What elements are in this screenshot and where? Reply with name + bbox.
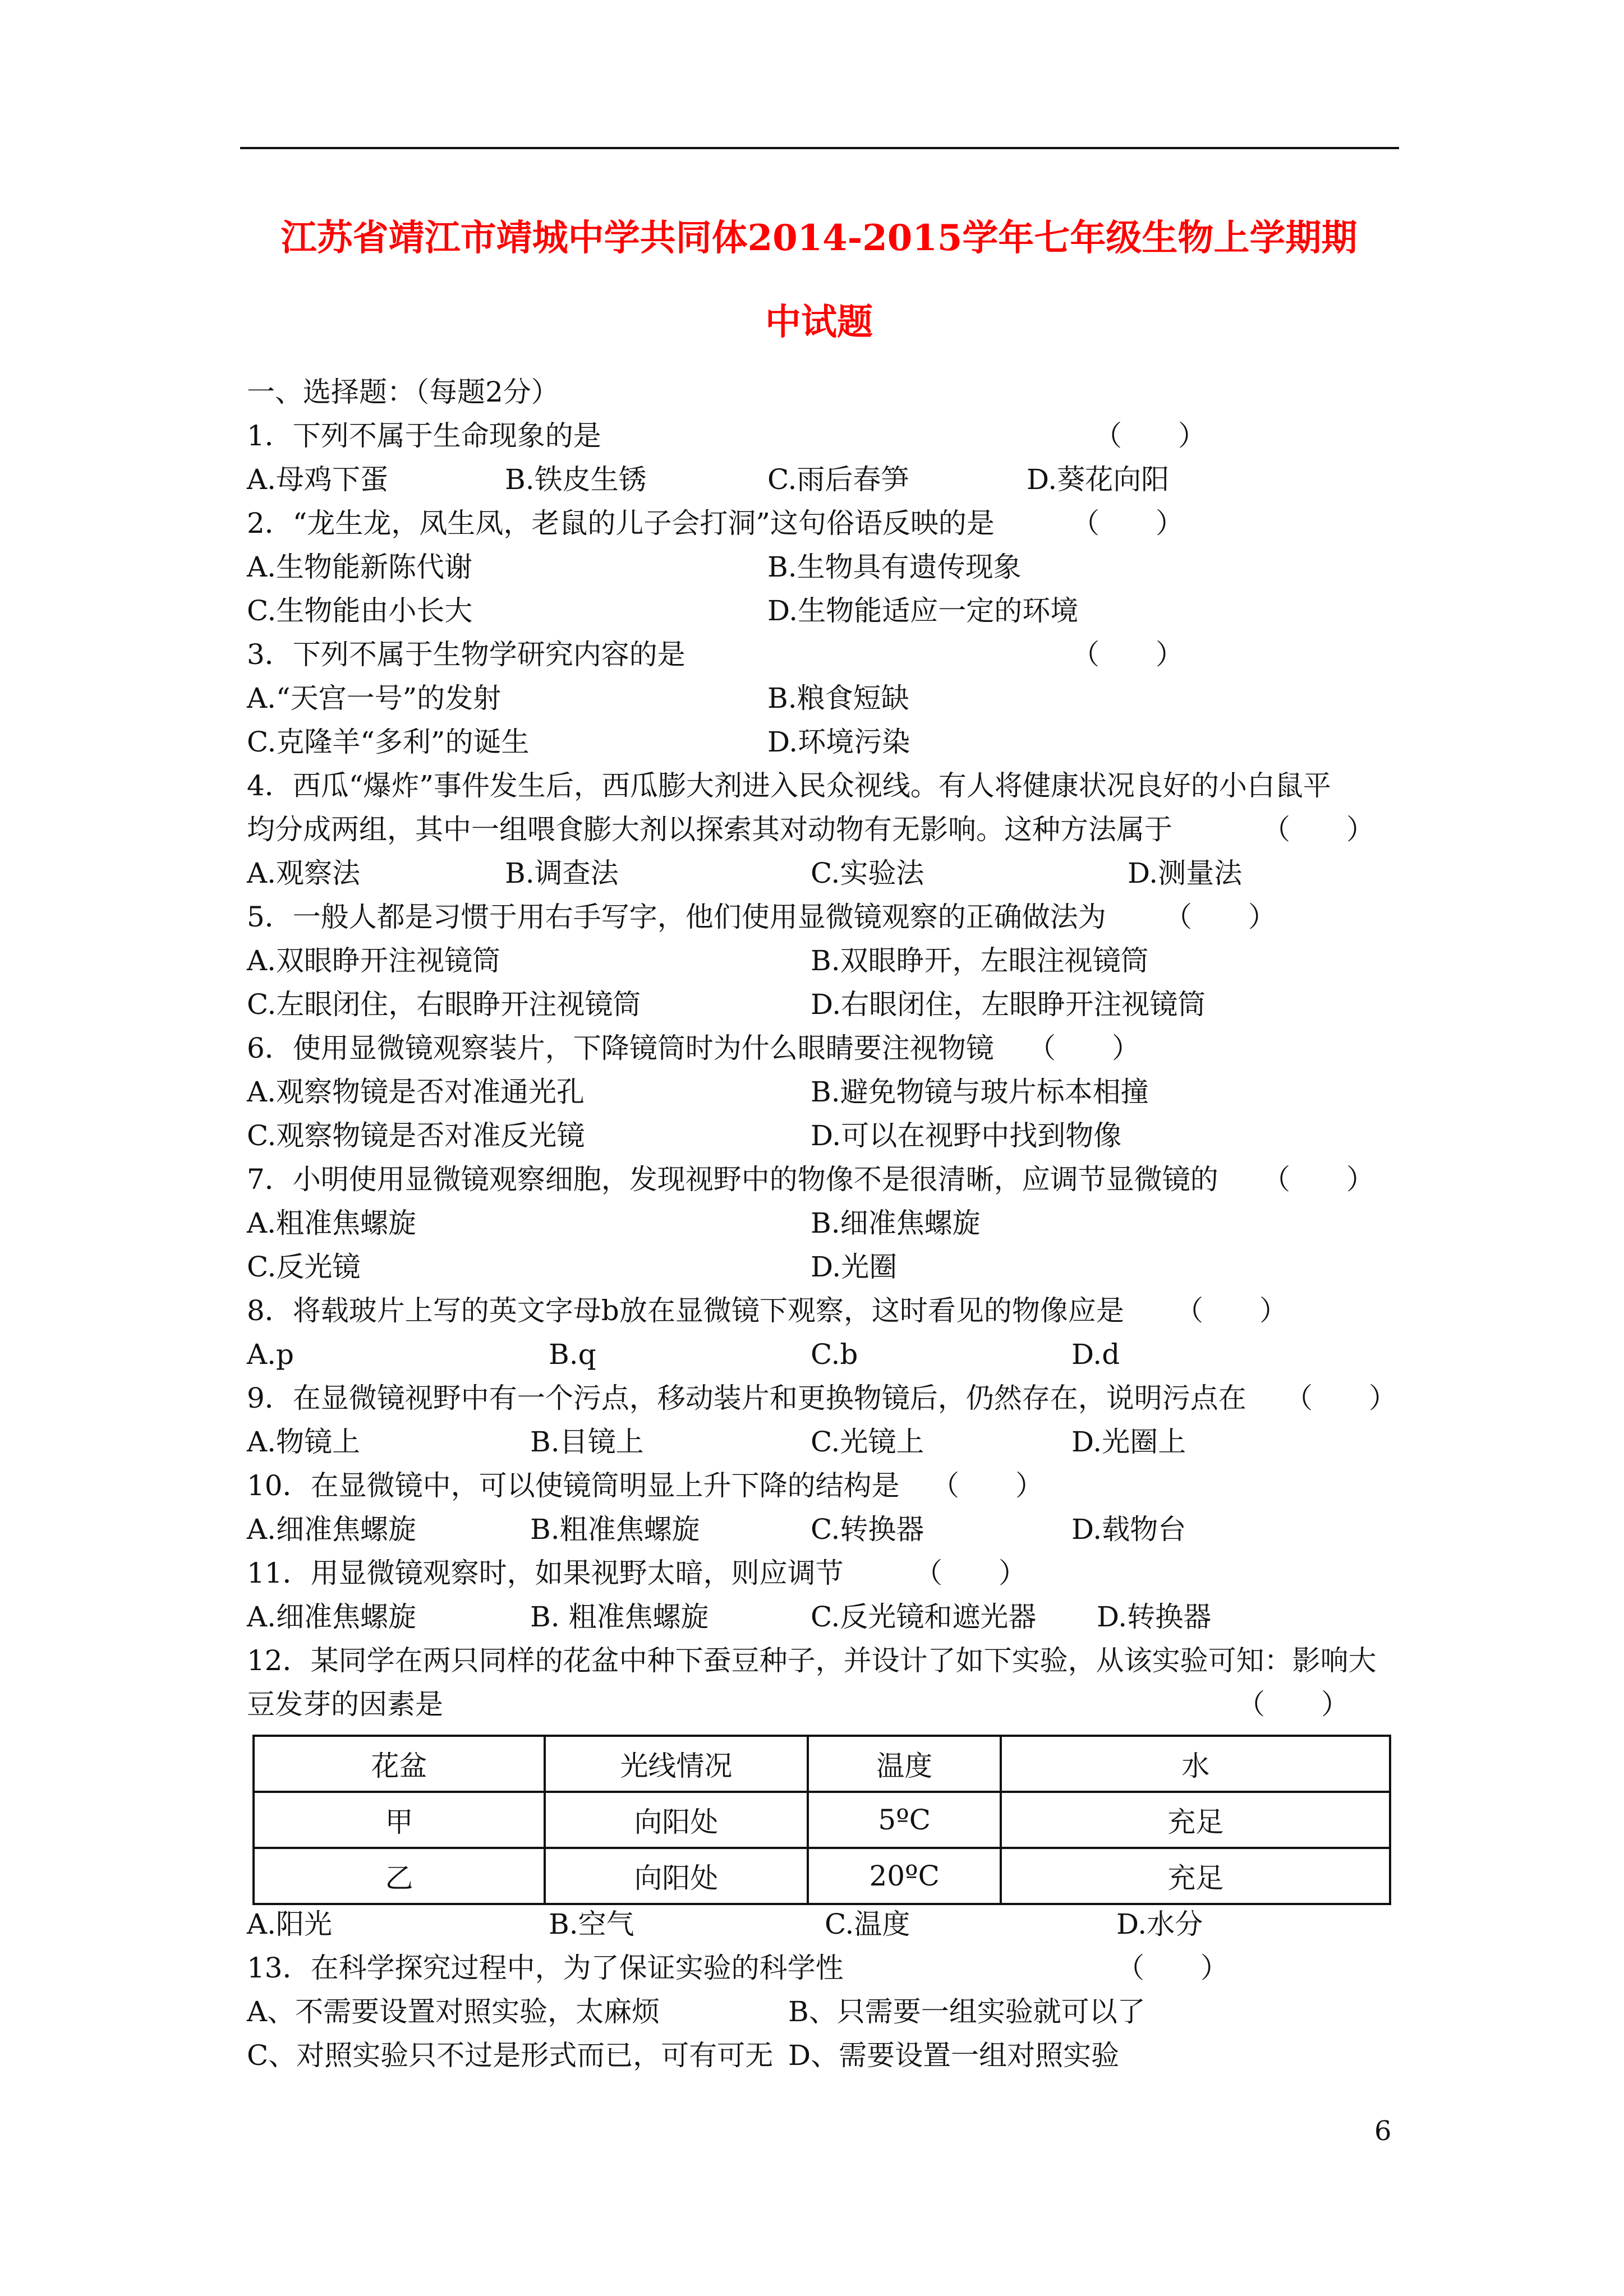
table-cell: 5ºC (808, 1792, 1001, 1848)
option-d: D、需要设置一组对照实验 (788, 2039, 1120, 2072)
table-header: 光线情况 (545, 1736, 808, 1792)
answer-blank: （ ） (914, 1557, 1027, 1589)
answer-blank: （ ） (1175, 1294, 1287, 1327)
question-stem: 11．用显微镜观察时，如果视野太暗，则应调节 (247, 1557, 844, 1589)
question-stem: 4．西瓜“爆炸”事件发生后，西瓜膨大剂进入民众视线。有人将健康状况良好的小白鼠平 (247, 769, 1331, 802)
table-cell: 20ºC (808, 1848, 1001, 1904)
table-cell: 向阳处 (545, 1848, 808, 1904)
option-a: A.生物能新陈代谢 (247, 551, 473, 583)
option-b: B. 粗准焦螺旋 (530, 1601, 709, 1633)
question-stem: 3．下列不属于生物学研究内容的是 (247, 638, 686, 671)
option-a: A、不需要设置对照实验，太麻烦 (247, 1995, 660, 2028)
question-stem-cont: 均分成两组，其中一组喂食膨大剂以探索其对动物有无影响。这种方法属于 (247, 813, 1172, 846)
table-row (254, 1848, 1390, 1904)
option-d: D.可以在视野中找到物像 (811, 1119, 1122, 1152)
answer-blank: （ ） (1116, 1952, 1229, 1984)
question-stem: 2．“龙生龙，凤生凤，老鼠的儿子会打洞”这句俗语反映的是 (247, 507, 995, 540)
answer-blank: （ ） (1237, 1688, 1349, 1721)
option-d: D.环境污染 (767, 726, 910, 758)
experiment-table (252, 1735, 1391, 1905)
question-stem: 10．在显微镜中，可以使镜筒明显上升下降的结构是 (247, 1469, 900, 1502)
option-a: A.双眼睁开注视镜筒 (247, 944, 501, 977)
section-heading: 一、选择题：（每题2分） (247, 376, 559, 408)
option-a: A.观察法 (247, 857, 361, 889)
option-b: B.粮食短缺 (767, 682, 909, 714)
question-stem: 6．使用显微镜观察装片，下降镜筒时为什么眼睛要注视物镜 (247, 1032, 994, 1064)
option-d: D.生物能适应一定的环境 (767, 594, 1079, 627)
option-c: C.反光镜 (247, 1251, 361, 1283)
option-c: C.观察物镜是否对准反光镜 (247, 1119, 585, 1152)
option-c: C.左眼闭住，右眼睁开注视镜筒 (247, 988, 641, 1021)
answer-blank: （ ） (1262, 1163, 1374, 1196)
question-stem: 12．某同学在两只同样的花盆中种下蚕豆种子，并设计了如下实验，从该实验可知：影响大 (247, 1644, 1377, 1677)
option-a: A.细准焦螺旋 (247, 1513, 417, 1546)
option-d: D.水分 (1116, 1908, 1203, 1940)
table-cell: 乙 (254, 1848, 545, 1904)
option-b: B.目镜上 (530, 1426, 644, 1458)
option-d: D.光圈 (811, 1251, 898, 1283)
page-title: 江苏省靖江市靖城中学共同体2014-2015学年七年级生物上学期期 (280, 217, 1358, 259)
table-cell: 充足 (1001, 1792, 1390, 1848)
table-header: 温度 (808, 1736, 1001, 1792)
table-cell: 甲 (254, 1792, 545, 1848)
option-b: B.调查法 (505, 857, 619, 889)
option-d: D.测量法 (1128, 857, 1243, 889)
table-row (254, 1792, 1390, 1848)
option-b: B、只需要一组实验就可以了 (788, 1995, 1145, 2028)
question-stem: 8．将载玻片上写的英文字母b放在显微镜下观察，这时看见的物像应是 (247, 1294, 1124, 1327)
option-c: C.b (811, 1338, 858, 1371)
page-number: 6 (1374, 2115, 1392, 2147)
option-c: C.实验法 (811, 857, 924, 889)
answer-blank: （ ） (1262, 813, 1374, 846)
question-stem: 9．在显微镜视野中有一个污点，移动装片和更换物镜后，仍然存在，说明污点在 (247, 1382, 1246, 1414)
option-a: A.粗准焦螺旋 (247, 1207, 417, 1239)
answer-blank: （ ） (931, 1469, 1043, 1502)
table-header: 水 (1001, 1736, 1390, 1792)
option-c: C.反光镜和遮光器 (811, 1601, 1037, 1633)
table-cell: 充足 (1001, 1848, 1390, 1904)
answer-blank: （ ） (1028, 1032, 1140, 1064)
option-c: C.雨后春笋 (767, 463, 909, 496)
header-rule (240, 147, 1399, 149)
option-d: D.载物台 (1071, 1513, 1186, 1546)
answer-blank: （ ） (1071, 638, 1184, 671)
page-title-line2: 中试题 (765, 301, 873, 343)
option-a: A.细准焦螺旋 (247, 1601, 417, 1633)
table-header: 花盆 (254, 1736, 545, 1792)
option-b: B.q (549, 1338, 596, 1371)
option-a: A.阳光 (247, 1908, 333, 1940)
option-d: D.葵花向阳 (1027, 463, 1170, 496)
option-b: B.空气 (549, 1908, 634, 1940)
option-b: B.生物具有遗传现象 (767, 551, 1022, 583)
option-c: C、对照实验只不过是形式而已，可有可无 (247, 2039, 774, 2072)
option-b: B.避免物镜与玻片标本相撞 (811, 1076, 1149, 1108)
option-a: A.观察物镜是否对准通光孔 (247, 1076, 585, 1108)
answer-blank: （ ） (1164, 901, 1276, 933)
option-b: B.双眼睁开，左眼注视镜筒 (811, 944, 1149, 977)
table-cell: 向阳处 (545, 1792, 808, 1848)
answer-blank: （ ） (1071, 507, 1184, 540)
question-stem-cont: 豆发芽的因素是 (247, 1688, 443, 1721)
option-a: A.母鸡下蛋 (247, 463, 389, 496)
answer-blank: （ ） (1094, 419, 1206, 452)
option-c: C.温度 (825, 1908, 910, 1940)
question-stem: 5．一般人都是习惯于用右手写字，他们使用显微镜观察的正确做法为 (247, 901, 1106, 933)
option-c: C.转换器 (811, 1513, 924, 1546)
option-d: D.光圈上 (1071, 1426, 1186, 1458)
option-d: D.d (1071, 1338, 1120, 1371)
option-a: A.“天宫一号”的发射 (247, 682, 502, 714)
option-b: B.细准焦螺旋 (811, 1207, 981, 1239)
option-a: A.p (247, 1338, 295, 1371)
option-c: C.生物能由小长大 (247, 594, 473, 627)
question-stem: 1．下列不属于生命现象的是 (247, 419, 601, 452)
answer-blank: （ ） (1285, 1382, 1397, 1414)
option-b: B.粗准焦螺旋 (530, 1513, 700, 1546)
option-c: C.克隆羊“多利”的诞生 (247, 726, 530, 758)
option-b: B.铁皮生锈 (505, 463, 647, 496)
table-header-row (254, 1736, 1390, 1792)
option-d: D.右眼闭住，左眼睁开注视镜筒 (811, 988, 1206, 1021)
question-stem: 7．小明使用显微镜观察细胞，发现视野中的物像不是很清晰，应调节显微镜的 (247, 1163, 1218, 1196)
option-c: C.光镜上 (811, 1426, 924, 1458)
option-d: D.转换器 (1097, 1601, 1212, 1633)
question-stem: 13．在科学探究过程中，为了保证实验的科学性 (247, 1952, 844, 1984)
option-a: A.物镜上 (247, 1426, 361, 1458)
